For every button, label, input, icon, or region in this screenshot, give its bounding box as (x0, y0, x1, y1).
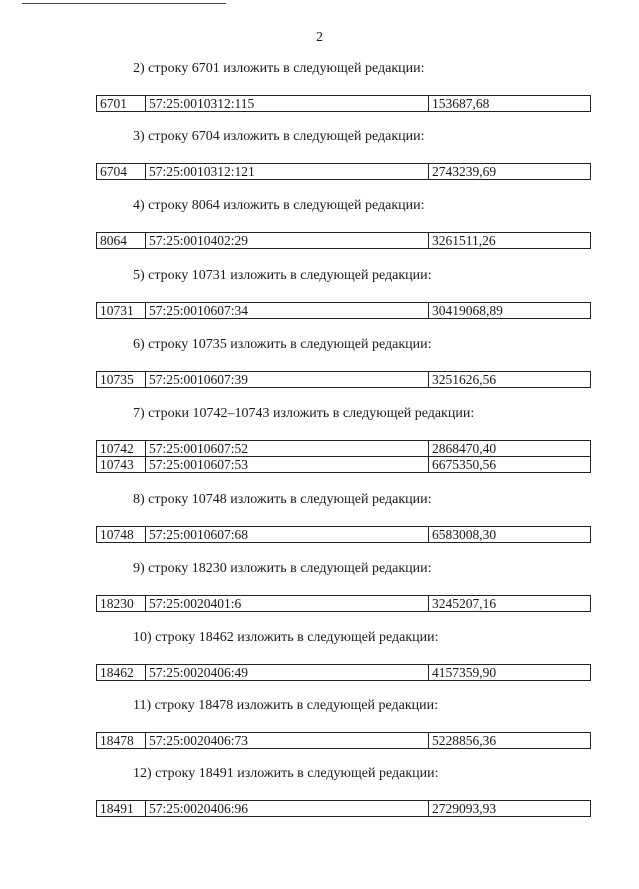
amendment-instruction: 8) строку 10748 изложить в следующей редакции: (133, 492, 432, 507)
cadastral-value-cell: 3245207,16 (429, 596, 591, 612)
cadastral-value-cell: 5228856,36 (429, 733, 591, 749)
table-row (97, 527, 591, 543)
cadastral-number-cell: 57:25:0010607:53 (146, 457, 429, 473)
row-number-cell: 10743 (97, 457, 146, 473)
amendment-instruction: 10) строку 18462 изложить в следующей редакции: (133, 630, 439, 645)
amendment-instruction: 3) строку 6704 изложить в следующей редакции: (133, 129, 425, 144)
amendment-table (96, 732, 591, 749)
cadastral-number-cell: 57:25:0010607:68 (146, 527, 429, 543)
cadastral-number-cell: 57:25:0010312:115 (146, 96, 429, 112)
amendment-table (96, 440, 591, 473)
amendment-table (96, 664, 591, 681)
table-row (97, 733, 591, 749)
page-number: 2 (316, 30, 323, 45)
cadastral-number-cell: 57:25:0020401:6 (146, 596, 429, 612)
cadastral-number-cell: 57:25:0020406:96 (146, 801, 429, 817)
row-number-cell: 6704 (97, 164, 146, 180)
amendment-instruction: 7) строки 10742–10743 изложить в следующей редакции: (133, 406, 475, 421)
table-row (97, 372, 591, 388)
table-row (97, 665, 591, 681)
cadastral-number-cell: 57:25:0020406:73 (146, 733, 429, 749)
cadastral-value-cell: 30419068,89 (429, 303, 591, 319)
row-number-cell: 10735 (97, 372, 146, 388)
amendment-table (96, 595, 591, 612)
amendment-table (96, 163, 591, 180)
cadastral-value-cell: 153687,68 (429, 96, 591, 112)
cadastral-value-cell: 3261511,26 (429, 233, 591, 249)
row-number-cell: 10748 (97, 527, 146, 543)
amendment-instruction: 6) строку 10735 изложить в следующей редакции: (133, 337, 432, 352)
cadastral-number-cell: 57:25:0010312:121 (146, 164, 429, 180)
amendment-table (96, 95, 591, 112)
cadastral-value-cell: 6583008,30 (429, 527, 591, 543)
amendment-instruction: 2) строку 6701 изложить в следующей редакции: (133, 61, 425, 76)
table-row (97, 801, 591, 817)
amendment-instruction: 4) строку 8064 изложить в следующей редакции: (133, 198, 425, 213)
header-rule (22, 3, 226, 4)
amendment-table (96, 302, 591, 319)
cadastral-number-cell: 57:25:0020406:49 (146, 665, 429, 681)
cadastral-value-cell: 4157359,90 (429, 665, 591, 681)
amendment-table (96, 371, 591, 388)
cadastral-value-cell: 2729093,93 (429, 801, 591, 817)
table-row (97, 233, 591, 249)
table-row (97, 596, 591, 612)
amendment-table (96, 800, 591, 817)
table-row (97, 441, 591, 457)
row-number-cell: 18478 (97, 733, 146, 749)
cadastral-value-cell: 2868470,40 (429, 441, 591, 457)
cadastral-value-cell: 3251626,56 (429, 372, 591, 388)
amendment-instruction: 9) строку 18230 изложить в следующей редакции: (133, 561, 432, 576)
row-number-cell: 10742 (97, 441, 146, 457)
row-number-cell: 18230 (97, 596, 146, 612)
cadastral-number-cell: 57:25:0010607:39 (146, 372, 429, 388)
cadastral-value-cell: 2743239,69 (429, 164, 591, 180)
row-number-cell: 18491 (97, 801, 146, 817)
cadastral-number-cell: 57:25:0010607:34 (146, 303, 429, 319)
row-number-cell: 10731 (97, 303, 146, 319)
table-row (97, 457, 591, 473)
row-number-cell: 6701 (97, 96, 146, 112)
amendment-instruction: 5) строку 10731 изложить в следующей редакции: (133, 268, 432, 283)
cadastral-number-cell: 57:25:0010402:29 (146, 233, 429, 249)
amendment-table (96, 232, 591, 249)
amendment-instruction: 12) строку 18491 изложить в следующей редакции: (133, 766, 439, 781)
amendment-instruction: 11) строку 18478 изложить в следующей редакции: (133, 698, 439, 713)
row-number-cell: 18462 (97, 665, 146, 681)
amendment-table (96, 526, 591, 543)
table-row (97, 303, 591, 319)
row-number-cell: 8064 (97, 233, 146, 249)
cadastral-value-cell: 6675350,56 (429, 457, 591, 473)
table-row (97, 164, 591, 180)
cadastral-number-cell: 57:25:0010607:52 (146, 441, 429, 457)
table-row (97, 96, 591, 112)
